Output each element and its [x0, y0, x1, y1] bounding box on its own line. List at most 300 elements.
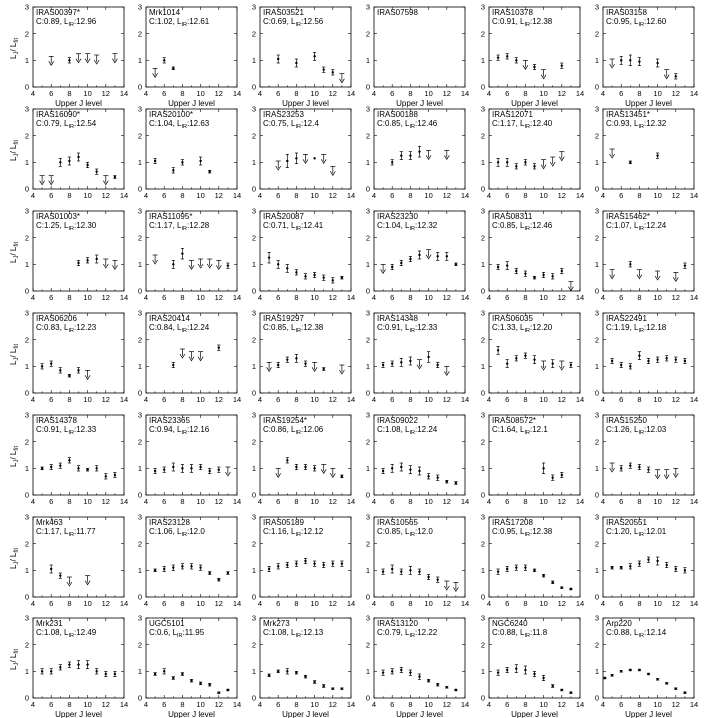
data-point	[506, 362, 508, 364]
x-tick-label: 10	[196, 497, 205, 506]
x-tick-label: 6	[162, 395, 167, 404]
x-tick-label: 12	[557, 395, 566, 404]
panel-stats: C:1.20, $L_{IR}:12.01$	[606, 527, 667, 538]
x-axis-label: Upper J level	[396, 710, 443, 718]
y-tick-label: 2	[480, 539, 485, 549]
panel-15	[252, 207, 355, 302]
y-tick-label: 1	[365, 55, 370, 65]
data-point	[68, 459, 70, 461]
x-tick-label: 6	[49, 599, 54, 608]
data-point	[620, 670, 622, 672]
x-tick-label: 10	[310, 89, 319, 98]
data-point	[341, 276, 343, 278]
y-tick-label: 1	[594, 361, 599, 371]
panel-35	[481, 513, 584, 608]
data-point	[218, 578, 220, 580]
panel-name: IRAS06206	[36, 314, 77, 323]
panel-stats: C:1.26, $L_{IR}:12.03$	[606, 425, 667, 436]
y-tick-label: 3	[594, 613, 599, 623]
x-tick-label: 8	[523, 700, 528, 709]
data-point	[638, 354, 640, 356]
data-point	[437, 578, 439, 580]
x-tick-label: 8	[408, 700, 413, 709]
x-tick-label: 8	[294, 89, 299, 98]
x-tick-label: 10	[539, 395, 548, 404]
x-tick-label: 12	[214, 395, 223, 404]
panel-stats: C:1.08, $L_{IR}:12.24$	[377, 425, 438, 436]
data-point	[656, 154, 658, 156]
y-tick-label: 0	[24, 490, 29, 500]
x-tick-label: 10	[424, 191, 433, 200]
panel-27	[252, 411, 355, 506]
x-tick-label: 8	[67, 497, 72, 506]
data-point	[96, 170, 98, 172]
data-point	[497, 349, 499, 351]
x-tick-label: 10	[310, 700, 319, 709]
panel-name: IRAS10565	[377, 518, 418, 527]
data-point	[542, 677, 544, 679]
data-point	[286, 358, 288, 360]
panel-stats: C:0.91, $L_{IR}:12.38$	[492, 17, 553, 28]
y-axis-label: $L_J/$ $L_{fit}$	[9, 139, 20, 161]
x-tick-label: 12	[442, 395, 451, 404]
panel-name: IRAS11095*	[149, 212, 193, 221]
x-tick-label: 4	[30, 293, 36, 302]
x-tick-label: 4	[257, 497, 263, 506]
y-tick-label: 0	[594, 592, 599, 602]
x-tick-label: 12	[101, 395, 110, 404]
y-tick-label: 3	[365, 2, 370, 12]
x-tick-label: 4	[257, 89, 263, 98]
y-tick-label: 1	[137, 259, 142, 269]
data-point	[400, 466, 402, 468]
data-point	[629, 365, 631, 367]
data-point	[409, 154, 411, 156]
data-point	[59, 464, 61, 466]
x-tick-label: 12	[214, 599, 223, 608]
y-tick-label: 3	[137, 2, 142, 12]
panel-18	[595, 207, 698, 302]
data-point	[552, 685, 554, 687]
y-tick-label: 2	[365, 233, 370, 243]
y-tick-label: 2	[480, 640, 485, 650]
x-tick-label: 14	[460, 497, 470, 506]
x-axis-label: Upper J level	[168, 710, 215, 718]
y-tick-label: 2	[365, 335, 370, 345]
x-tick-label: 8	[408, 293, 413, 302]
data-point	[666, 564, 668, 566]
x-tick-label: 12	[557, 700, 566, 709]
y-tick-label: 0	[594, 490, 599, 500]
data-point	[561, 586, 563, 588]
data-point	[114, 176, 116, 178]
data-point	[506, 161, 508, 163]
data-point	[675, 75, 677, 77]
data-point	[304, 275, 306, 277]
x-tick-label: 6	[49, 700, 54, 709]
data-point	[86, 164, 88, 166]
data-point	[515, 270, 517, 272]
data-point	[105, 673, 107, 675]
x-tick-label: 6	[276, 293, 281, 302]
data-point	[114, 673, 116, 675]
x-tick-label: 10	[539, 599, 548, 608]
y-tick-label: 3	[365, 104, 370, 114]
data-point	[533, 165, 535, 167]
x-tick-label: 12	[328, 497, 337, 506]
x-tick-label: 14	[575, 599, 585, 608]
panel-26	[138, 411, 241, 506]
data-point	[620, 59, 622, 61]
y-tick-label: 1	[251, 361, 256, 371]
y-tick-label: 3	[594, 2, 599, 12]
x-tick-label: 4	[30, 191, 36, 200]
data-point	[304, 560, 306, 562]
y-tick-label: 1	[137, 157, 142, 167]
panel-name: IRAS19297	[263, 314, 304, 323]
x-tick-label: 8	[523, 191, 528, 200]
x-tick-label: 6	[390, 191, 395, 200]
data-point	[656, 62, 658, 64]
panel-stats: C:0.85, $L_{IR}:12.46$	[492, 221, 553, 232]
x-tick-label: 6	[619, 700, 624, 709]
x-tick-label: 10	[539, 497, 548, 506]
x-tick-label: 6	[619, 293, 624, 302]
panel-stats: C:1.08, $L_{IR}:12.13$	[263, 628, 324, 639]
data-point	[172, 466, 174, 468]
data-point	[59, 369, 61, 371]
data-point	[304, 675, 306, 677]
panel-stats: C:0.83, $L_{IR}:12.23$	[36, 323, 97, 334]
data-point	[277, 565, 279, 567]
x-tick-label: 4	[143, 497, 149, 506]
data-point	[96, 258, 98, 260]
panel-12	[595, 105, 698, 200]
x-tick-label: 14	[232, 700, 242, 709]
x-tick-label: 12	[442, 293, 451, 302]
x-axis-label: Upper J level	[396, 99, 443, 108]
x-tick-label: 6	[390, 293, 395, 302]
panel-name: Arp220	[606, 619, 632, 628]
x-tick-label: 4	[143, 293, 149, 302]
x-tick-label: 12	[442, 89, 451, 98]
y-tick-label: 1	[137, 463, 142, 473]
data-point	[611, 360, 613, 362]
y-tick-label: 2	[480, 335, 485, 345]
data-point	[611, 674, 613, 676]
x-tick-label: 10	[310, 293, 319, 302]
x-tick-label: 12	[557, 89, 566, 98]
y-tick-label: 3	[365, 613, 370, 623]
x-tick-label: 4	[486, 191, 492, 200]
x-tick-label: 6	[505, 497, 510, 506]
x-tick-label: 14	[232, 293, 242, 302]
y-tick-label: 3	[480, 206, 485, 216]
y-tick-label: 0	[365, 82, 370, 92]
x-tick-label: 12	[671, 395, 680, 404]
data-point	[114, 474, 116, 476]
x-tick-label: 4	[486, 293, 492, 302]
x-tick-label: 14	[232, 89, 242, 98]
y-tick-label: 1	[594, 666, 599, 676]
y-tick-label: 3	[365, 410, 370, 420]
data-point	[295, 562, 297, 564]
x-tick-label: 6	[276, 599, 281, 608]
data-point	[620, 467, 622, 469]
panel-42	[595, 614, 698, 718]
y-tick-label: 0	[24, 184, 29, 194]
x-tick-label: 8	[180, 700, 185, 709]
data-point	[455, 689, 457, 691]
x-tick-label: 8	[408, 89, 413, 98]
x-tick-label: 4	[371, 293, 377, 302]
data-point	[497, 161, 499, 163]
panel-stats: C:1.25, $L_{IR}:12.30$	[36, 221, 97, 232]
y-axis-label: $L_J/$ $L_{fit}$	[9, 648, 20, 670]
data-point	[172, 263, 174, 265]
panel-stats: C:0.6, $L_{IR}:11.95$	[149, 628, 205, 639]
x-tick-label: 10	[310, 599, 319, 608]
data-point	[552, 362, 554, 364]
data-point	[570, 691, 572, 693]
x-tick-label: 10	[653, 599, 662, 608]
x-tick-label: 10	[196, 191, 205, 200]
data-point	[524, 669, 526, 671]
x-axis-label: Upper J level	[55, 99, 102, 108]
x-tick-label: 12	[328, 293, 337, 302]
x-tick-label: 10	[424, 89, 433, 98]
y-tick-label: 1	[594, 259, 599, 269]
data-point	[41, 365, 43, 367]
panel-stats: C:0.85, $L_{IR}:12.38$	[263, 323, 324, 334]
data-point	[409, 258, 411, 260]
panel-13	[9, 207, 128, 302]
x-tick-label: 12	[671, 497, 680, 506]
panel-10	[366, 105, 469, 200]
data-point	[561, 689, 563, 691]
y-tick-label: 2	[24, 131, 29, 141]
x-tick-label: 10	[653, 395, 662, 404]
y-tick-label: 2	[594, 640, 599, 650]
x-tick-label: 8	[523, 497, 528, 506]
y-tick-label: 0	[480, 592, 485, 602]
y-tick-label: 0	[251, 490, 256, 500]
x-tick-label: 12	[671, 89, 680, 98]
data-point	[199, 466, 201, 468]
x-tick-label: 8	[294, 395, 299, 404]
x-tick-label: 6	[276, 89, 281, 98]
panel-30	[595, 411, 698, 506]
data-point	[455, 482, 457, 484]
panel-name: IRAS00188	[377, 110, 418, 119]
data-point	[50, 568, 52, 570]
data-point	[391, 362, 393, 364]
y-tick-label: 0	[365, 184, 370, 194]
data-point	[341, 562, 343, 564]
data-point	[400, 262, 402, 264]
y-tick-label: 3	[480, 512, 485, 522]
panel-name: IRAS20414	[149, 314, 190, 323]
y-tick-label: 0	[24, 693, 29, 703]
x-tick-label: 12	[101, 89, 110, 98]
data-point	[400, 669, 402, 671]
x-tick-label: 6	[162, 700, 167, 709]
y-tick-label: 0	[365, 286, 370, 296]
data-point	[656, 358, 658, 360]
y-tick-label: 1	[251, 55, 256, 65]
data-point	[68, 59, 70, 61]
data-point	[50, 466, 52, 468]
data-point	[497, 56, 499, 58]
data-point	[400, 570, 402, 572]
panel-stats: C:1.02, $L_{IR}:12.61$	[149, 17, 210, 28]
panel-21	[252, 309, 355, 404]
y-tick-label: 3	[251, 410, 256, 420]
data-point	[286, 670, 288, 672]
x-tick-label: 4	[30, 395, 36, 404]
y-tick-label: 0	[480, 82, 485, 92]
panel-8	[138, 105, 241, 200]
y-tick-label: 0	[365, 592, 370, 602]
x-tick-label: 8	[637, 191, 642, 200]
x-tick-label: 14	[689, 700, 699, 709]
x-tick-label: 10	[310, 191, 319, 200]
data-point	[552, 476, 554, 478]
y-tick-label: 3	[137, 613, 142, 623]
y-tick-label: 0	[251, 286, 256, 296]
y-tick-label: 1	[480, 565, 485, 575]
x-tick-label: 4	[600, 700, 606, 709]
x-tick-label: 12	[671, 700, 680, 709]
y-tick-label: 0	[137, 286, 142, 296]
data-point	[666, 357, 668, 359]
y-tick-label: 1	[24, 463, 29, 473]
x-tick-label: 4	[30, 599, 36, 608]
x-tick-label: 14	[232, 599, 242, 608]
y-tick-label: 0	[594, 82, 599, 92]
x-tick-label: 12	[328, 89, 337, 98]
data-point	[418, 150, 420, 152]
data-point	[506, 55, 508, 57]
data-point	[181, 252, 183, 254]
data-point	[382, 570, 384, 572]
x-tick-label: 12	[328, 599, 337, 608]
x-tick-label: 10	[196, 293, 205, 302]
data-point	[50, 670, 52, 672]
y-tick-label: 3	[137, 206, 142, 216]
panel-36	[595, 513, 698, 608]
x-tick-label: 6	[619, 191, 624, 200]
x-tick-label: 12	[214, 700, 223, 709]
y-tick-label: 3	[480, 410, 485, 420]
x-tick-label: 8	[294, 700, 299, 709]
y-tick-label: 1	[251, 157, 256, 167]
y-tick-label: 0	[137, 184, 142, 194]
y-tick-label: 3	[251, 104, 256, 114]
x-tick-label: 10	[310, 497, 319, 506]
panel-name: IRAS08311	[492, 212, 533, 221]
x-tick-label: 4	[486, 89, 492, 98]
panel-29	[481, 411, 584, 506]
x-tick-label: 6	[505, 700, 510, 709]
y-tick-label: 0	[594, 286, 599, 296]
x-tick-label: 14	[346, 395, 356, 404]
data-point	[181, 565, 183, 567]
panel-17	[481, 207, 584, 302]
x-tick-label: 8	[637, 89, 642, 98]
data-point	[455, 263, 457, 265]
y-tick-label: 1	[480, 259, 485, 269]
x-tick-label: 12	[328, 395, 337, 404]
x-tick-label: 4	[371, 89, 377, 98]
y-tick-label: 2	[251, 335, 256, 345]
x-tick-label: 8	[637, 293, 642, 302]
x-tick-label: 14	[346, 89, 356, 98]
x-tick-label: 10	[196, 395, 205, 404]
y-tick-label: 3	[365, 206, 370, 216]
data-point	[268, 568, 270, 570]
panel-40	[366, 614, 469, 718]
x-tick-label: 6	[390, 497, 395, 506]
panel-name: Mrk463	[36, 518, 63, 527]
data-point	[638, 60, 640, 62]
x-tick-label: 14	[689, 293, 699, 302]
panel-31	[9, 513, 128, 608]
data-point	[163, 59, 165, 61]
data-point	[341, 687, 343, 689]
y-tick-label: 0	[137, 490, 142, 500]
data-point	[50, 362, 52, 364]
panel-frame	[374, 7, 465, 87]
data-point	[391, 568, 393, 570]
x-tick-label: 4	[486, 395, 492, 404]
panel-name: Mrk231	[36, 619, 63, 628]
y-tick-label: 0	[251, 693, 256, 703]
data-point	[561, 64, 563, 66]
panel-name: IRAS23365	[149, 416, 190, 425]
x-tick-label: 4	[257, 191, 263, 200]
x-tick-label: 8	[294, 599, 299, 608]
data-point	[629, 565, 631, 567]
x-axis-label: Upper J level	[55, 710, 102, 718]
panel-38	[138, 614, 241, 718]
x-tick-label: 14	[689, 599, 699, 608]
x-tick-label: 6	[505, 293, 510, 302]
y-tick-label: 0	[480, 490, 485, 500]
y-tick-label: 2	[480, 131, 485, 141]
y-tick-label: 2	[24, 437, 29, 447]
data-point	[218, 691, 220, 693]
y-tick-label: 1	[480, 55, 485, 65]
y-tick-label: 2	[24, 29, 29, 39]
y-axis-label: $L_J/$ $L_{fit}$	[9, 343, 20, 365]
data-point	[59, 666, 61, 668]
panel-name: IRAS07598	[377, 8, 418, 17]
data-point	[323, 368, 325, 370]
panel-24	[595, 309, 698, 404]
y-tick-label: 2	[137, 29, 142, 39]
data-point	[313, 55, 315, 57]
data-point	[497, 671, 499, 673]
panel-stats: C:0.91, $L_{IR}:12.33$	[36, 425, 97, 436]
panel-stats: C:0.95, $L_{IR}:12.38$	[492, 527, 553, 538]
y-tick-label: 1	[137, 361, 142, 371]
x-tick-label: 6	[505, 599, 510, 608]
data-point	[172, 169, 174, 171]
x-tick-label: 4	[143, 395, 149, 404]
data-point	[533, 358, 535, 360]
data-point	[497, 266, 499, 268]
